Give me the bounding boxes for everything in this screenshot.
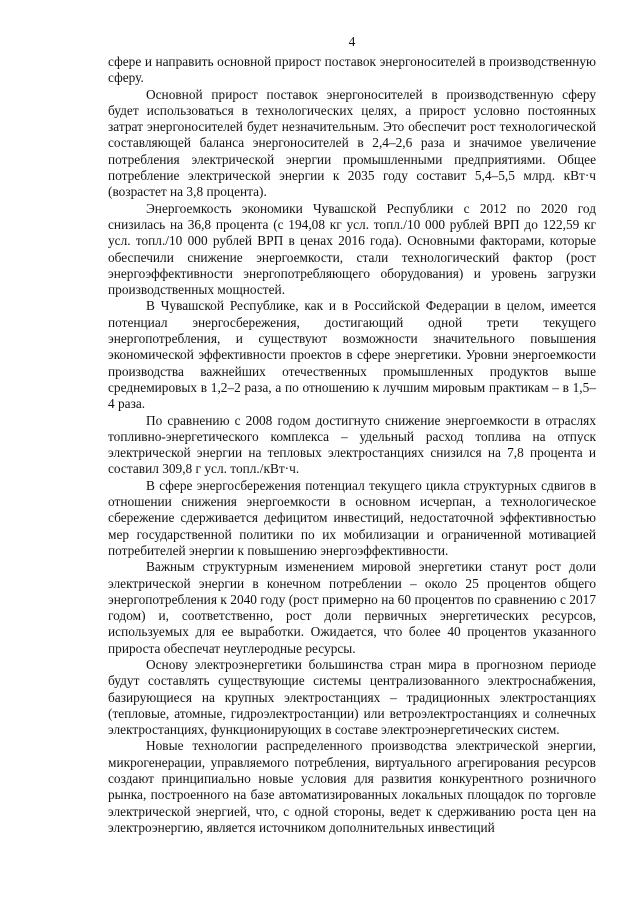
paragraph-production-growth: Основной прирост поставок энергоносителей в производственную сферу будет использоваться в технологических целях, а прирост условно постоянных затрат энергоносителей будет незначительным. Это обеспечит рост технологической составляющей баланса энергоносителей в 2,4–2,6 раза и значимое увеличение потребления электрической энергии промышленными предприятиями. Общее потребление электрической энергии к 2035 году составит 5,4–5,5 млрд. кВт·ч (возрастет на 3,8 процента).: [108, 86, 596, 200]
paragraph-world-energy: Важным структурным изменением мировой энергетики станут рост доли электрической энергии в конечном потреблении – около 25 процентов общего энергопотребления к 2040 году (рост примерно на 60 процентов по сравнению с 2017 годом) и, соответственно, рост доли первичных энергетических ресурсов, используемых для ее выработки. Ожидается, что более 40 процентов указанного прироста обеспечат неуглеродные ресурсы.: [108, 559, 596, 656]
paragraph-structural-shifts: В сфере энергосбережения потенциал текущего цикла структурных сдвигов в отношении снижения энергоемкости в основном исчерпан, а технологическое сбережение сдерживается дефицитом инвестиций, недостаточной эффективностью мер государственной политики по их мобилизации и ограниченной мотивацией потребителей энергии к повышению энергоэффективности.: [108, 477, 596, 558]
paragraph-power-systems: Основу электроэнергетики большинства стран мира в прогнозном периоде будут составлять существующие системы централизованного электроснабжения, базирующиеся на крупных электростанциях – традиционных электростанциях (тепловые, атомные, гидроэлектростанции) или ветроэлектростанциях и солнечных электростанциях, функционирующих в составе электроэнергетических систем.: [108, 656, 596, 738]
paragraph-new-technologies: Новые технологии распределенного производства электрической энергии, микрогенерации, управляемого потребления, виртуального агрегирования ресурсов создают принципиально новые условия для развития конкурентного розничного рынка, построенного на базе автоматизированных локальных площадок по торговле электрической энергией, что, с одной стороны, ведет к сдерживанию роста цен на электроэнергию, является источником дополнительных инвестиций: [108, 738, 596, 835]
paragraph-2008-comparison: По сравнению с 2008 годом достигнуто снижение энергоемкости в отраслях топливно-энергетического комплекса – удельный расход топлива на отпуск электрической энергии на тепловых электростанциях снизился на 7,8 процента и составил 309,8 г усл. топл./кВт·ч.: [108, 412, 596, 477]
document-page: [108, 34, 596, 894]
paragraph-continuation: сфере и направить основной прирост поставок энергоносителей в производственную сферу.: [108, 54, 596, 86]
paragraph-savings-potential: В Чувашской Республике, как и в Российской Федерации в целом, имеется потенциал энергосбережения, достигающий одной трети текущего энергопотребления, и существуют возможности значительного повышения экономической эффективности проектов в сфере энергетики. Уровни энергоемкости производства важнейших отечественных промышленных продуктов выше среднемировых в 1,2–2 раза, а по отношению к лучшим мировым практикам – в 1,5–4 раза.: [108, 298, 596, 412]
paragraph-energy-intensity: Энергоемкость экономики Чувашской Республики с 2012 по 2020 год снизилась на 36,8 процента (с 194,08 кг усл. топл./10 000 рублей ВРП до 122,59 кг усл. топл./10 000 рублей ВРП в ценах 2016 года). Основными факторами, которые обеспечили снижение энергоемкости, стали технологический фактор (рост энергоэффективности энергопотребляющего оборудования) и уровень загрузки производственных мощностей.: [108, 200, 596, 298]
page-number: 4: [348, 34, 356, 49]
